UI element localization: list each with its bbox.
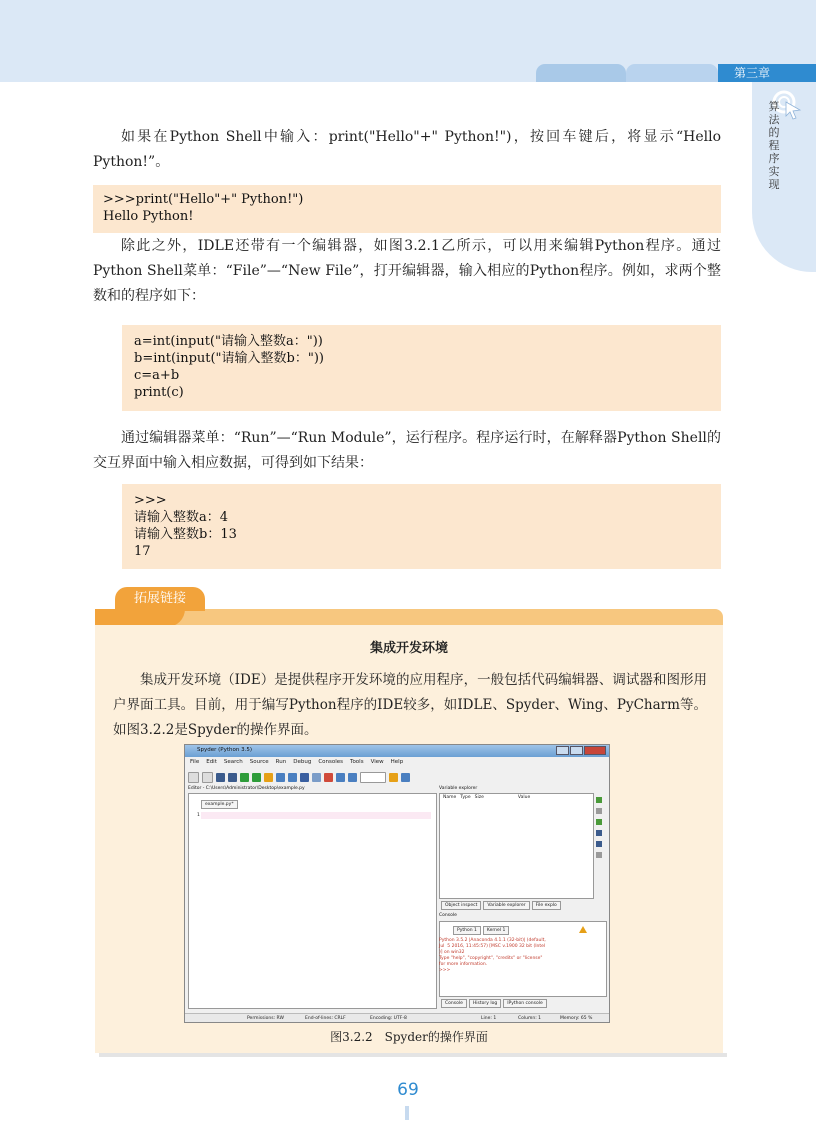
- open-icon: [202, 772, 213, 783]
- page-number: 69: [397, 1080, 419, 1100]
- code-line: >>>: [134, 493, 167, 508]
- paragraph-3: 通过编辑器菜单：“Run”—“Run Module”，运行程序。程序运行时，在解释器Python Shell的交互界面中输入相应数据，可得到如下结果：: [93, 430, 721, 471]
- code-line: 请输入整数a：4: [134, 510, 229, 525]
- back-icon: [336, 773, 345, 782]
- save-icon: [596, 830, 602, 836]
- current-line-highlight: [201, 812, 431, 819]
- page-number-marker: [405, 1106, 409, 1120]
- chapter-tab: 第三章: [718, 64, 816, 82]
- refresh-icon: [596, 808, 602, 814]
- code-line: c=a+b: [134, 368, 180, 383]
- menu-item: View: [370, 759, 384, 765]
- debug-icon: [264, 773, 273, 782]
- menu-item: Run: [275, 759, 287, 765]
- editor-tab-label: example.py*: [205, 802, 234, 807]
- code-line: a=int(input("请输入整数a：")): [134, 334, 323, 349]
- code-block-3: [122, 484, 721, 569]
- extension-paragraph: 集成开发环境（IDE）是提供程序开发环境的应用程序，一般包括代码编辑器、调试器和图形用户界面工具。目前，用于编写Python程序的IDE较多，如IDLE、Spyder、Wing、PyCharm等。如图3.2.2是Spyder的操作界面。: [113, 672, 707, 738]
- options-icon: [596, 852, 602, 858]
- side-chapter-title: 算法的程序实现: [768, 100, 780, 191]
- step-icon: [276, 773, 285, 782]
- status-column: Column: 1: [518, 1016, 542, 1021]
- code-line: print(c): [134, 385, 184, 400]
- code-line: 17: [134, 544, 151, 559]
- menu-bar: [190, 759, 403, 765]
- variable-explorer-title: Variable explorer: [439, 786, 478, 791]
- tab-ipython-console: IPython console: [503, 999, 547, 1008]
- menu-item: Debug: [293, 759, 312, 765]
- menu-item: Edit: [206, 759, 217, 765]
- extension-title: 集成开发环境: [369, 641, 448, 656]
- column-header: Size: [474, 795, 484, 800]
- up-arrow-icon: [401, 773, 410, 782]
- console-title: Console: [439, 913, 457, 918]
- window-titlebar: [185, 745, 609, 757]
- tools-icon: [324, 773, 333, 782]
- run-cell-icon: [252, 773, 261, 782]
- line-number: 1: [197, 813, 200, 818]
- run-icon: [240, 773, 249, 782]
- menu-item: Search: [223, 759, 243, 765]
- bottom-tabs: [441, 999, 547, 1008]
- menu-item: Consoles: [318, 759, 344, 765]
- status-eol: End-of-lines: CRLF: [305, 1016, 346, 1021]
- code-block-1: [93, 185, 721, 233]
- extension-tag: 拓展链接: [115, 587, 205, 611]
- figure-caption: 图3.2.2 Spyder的操作界面: [330, 1030, 488, 1044]
- maximize-icon: [570, 746, 583, 755]
- stop-icon: [300, 773, 309, 782]
- column-header: Value: [517, 795, 531, 800]
- tab-console: Console: [441, 999, 467, 1008]
- folder-icon: [389, 773, 398, 782]
- paragraph-2: 除此之外，IDLE还带有一个编辑器，如图3.2.1乙所示，可以用来编辑Python程序。通过Python Shell菜单：“File”—“New File”，打开编辑器，输入相应的Python程序。例如，求两个整数和的程序如下：: [93, 238, 721, 304]
- code-line: >>>print("Hello"+" Python!"): [103, 192, 304, 207]
- status-bar: [185, 1013, 609, 1023]
- save-icon: [216, 773, 225, 782]
- column-header: Name: [443, 795, 457, 800]
- code-block-2: [122, 325, 721, 411]
- save-all-icon: [228, 773, 237, 782]
- extension-shadow: [99, 1053, 727, 1057]
- paragraph-1: 如果在Python Shell中输入：print("Hello"+" Python!")，按回车键后，将显示“Hello Python!”。: [93, 129, 721, 170]
- tab-object-inspector: Object inspect: [441, 901, 481, 910]
- menu-item: Help: [390, 759, 404, 765]
- tab-file-explorer: File explo: [532, 901, 561, 910]
- editor-tab: [201, 800, 238, 809]
- menu-item: File: [190, 759, 200, 765]
- save-as-icon: [596, 841, 602, 847]
- download-icon: [596, 819, 602, 825]
- new-file-icon: [188, 772, 199, 783]
- close-icon: [584, 746, 606, 755]
- variable-explorer-header: [443, 795, 530, 800]
- side-toolbar: [596, 797, 604, 877]
- tab-python-console: Python 1: [453, 926, 481, 935]
- header-tab-decoration: [626, 64, 718, 82]
- tab-variable-explorer: Variable explorer: [483, 901, 529, 910]
- tab-history-log: History log: [469, 999, 501, 1008]
- menu-item: Source: [249, 759, 269, 765]
- code-line: 请输入整数b：13: [134, 527, 237, 542]
- middle-tabs: [441, 901, 561, 910]
- status-memory: Memory: 65 %: [560, 1016, 593, 1021]
- spyder-screenshot: [184, 744, 610, 1023]
- extension-band: [95, 609, 723, 625]
- console-tabs: [453, 926, 509, 935]
- working-dir-dropdown: [360, 772, 386, 783]
- window-title: Spyder (Python 3.5): [197, 747, 252, 753]
- forward-icon: [348, 773, 357, 782]
- status-line: Line: 1: [481, 1016, 497, 1021]
- status-encoding: Encoding: UTF-8: [370, 1016, 407, 1021]
- code-line: Hello Python!: [103, 209, 194, 224]
- warning-icon: [579, 926, 587, 933]
- editor-pane: [188, 793, 437, 1009]
- code-line: b=int(input("请输入整数b：")): [134, 351, 324, 366]
- maximize-pane-icon: [312, 773, 321, 782]
- step-into-icon: [288, 773, 297, 782]
- menu-item: Tools: [350, 759, 364, 765]
- import-icon: [596, 797, 602, 803]
- status-permissions: Permissions: RW: [247, 1016, 284, 1021]
- header-tab-decoration: [536, 64, 626, 82]
- editor-path: Editor - C:\Users\Administrator\Desktop\example.py: [188, 786, 305, 791]
- minimize-icon: [556, 746, 569, 755]
- tab-kernel: Kernel 1: [483, 926, 509, 935]
- toolbar: [188, 770, 606, 784]
- console-output: Python 3.5.2 |Anaconda 4.1.1 (32-bit)| (default, Jul 5 2016, 11:45:57) [MSC v.1900 32 bit (Intel )] on win32 Type "help", "copyright", "credits" or "license" for more information. >>>: [439, 938, 546, 973]
- variable-explorer-pane: [439, 793, 594, 899]
- column-header: Type: [460, 795, 471, 800]
